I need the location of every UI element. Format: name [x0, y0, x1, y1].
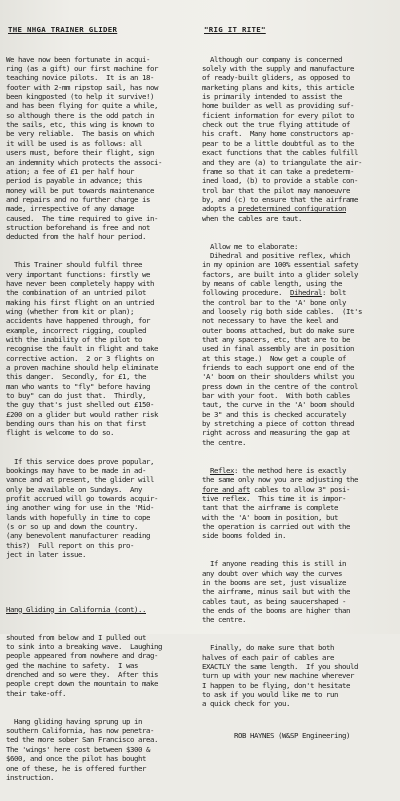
rig-paragraph-3-text: : the method here is exactly the same only now you are adjusting the [202, 465, 358, 485]
rig-paragraph-3 [202, 466, 396, 541]
article-title-rig-it-rite: "RIG IT RITE" [204, 24, 266, 34]
fore-and-aft-term: fore and aft [202, 484, 250, 494]
california-section-heading: Hang Gliding in California (cont).. [6, 604, 146, 614]
trainer-glider-paragraph-1: We have now been fortunate in acqui- ring (as a gift) our first machine for teaching novice pilots. It is an 18- footer with 2-mm ripstop sail, has now been kingposted (to help it survive!) and has been flying for quite a while, so although there is the odd patch in the sails, etc, this wing is known to be very reliable. The basis on which it will be used is as follows: all users must, before their flight, sign an indemnity which protects the associ- ation; a fee of £1 per half hour period is payable in advance; this money will be put towards maintenance and repairs and no further charge is made, irrespective of any damage caused. The time required to give in- struction beforehand is free and not deducted from the half hour period. [6, 54, 162, 242]
article-title-trainer-glider: THE NHGA TRAINER GLIDER [8, 24, 118, 34]
trainer-glider-paragraph-2: This Trainer should fulfil three very important functions: firstly we have never been completely happy with the combination of an untried pilot making his first flight on an untried wing (whether from kit or plan); accidents have happened through, for example, incorrect rigging, coupled with the inability of the pilot to recognise the fault in flight and take corrective action. 2 or 3 flights on a proven machine should help eliminate this danger. Secondly, for £1, the man who wants to "fly" before having to buy" can do just that. Thirdly, the guy that's just shelled out £150- £200 on a glider but would rather risk bending ours than his on that first flight is welcome to do so. [6, 260, 158, 438]
dihedral-term: Dihedral [290, 288, 322, 298]
rig-paragraph-3-rest: cables to allow 3" posi- tive reflex. This time it is impor- tant that the airframe is complete with the 'A' boom in position, but the operation is carried out with the side booms folded in. [202, 484, 350, 541]
rig-paragraph-2 [202, 242, 396, 448]
california-paragraph-2: Hang gliding having sprung up in southern California, has now penetra- ted the more sober San Francisco area. The 'wings' here cost between $300 & $600, and once the pilot has bought one of these, he is offered further instruction. [6, 716, 158, 782]
predetermined-configuration-term: predetermined configuration [238, 204, 346, 214]
section-divider [6, 578, 198, 584]
left-column [6, 6, 198, 801]
reflex-term: Reflex [210, 465, 234, 475]
trainer-glider-paragraph-3: If this service does prove popular, bookings may have to be made in ad- vance and at present, the glider will only be available on Sundays. Any profit accrued will go towards acquir- ing another wing for use in the 'Mid- lands with hopefully in time to cope (s or so up and down the country. (any benevolent manufacturer reading this?) Full report on this pro- ject in later issue. [6, 456, 158, 559]
rig-paragraph-5: Finally, do make sure that both halves of each pair of cables are EXACTLY the same length. If you should turn up with your new machine wherever I happen to be flying, don't hesitate to ask if you would like me to run a quick check for you. [202, 643, 358, 709]
rig-paragraph-1 [202, 55, 396, 223]
rig-paragraph-1-text: Although our company is concerned solely with the supply and manufacture of ready-built gliders, as opposed to marketing plans and kits, this article is primarily intended to assist the home builder as well as providing suf- ficient information for every pilot to check out the true flying attitude of his craft. Many home constructors ap- pear to be a little doubtful as to the exact functions that the cables fulfill and they are (a) to triangulate the air- frame so that it can take a predeterm- ined load, (b) to provide a stable con- trol bar that the pilot may manoeuvre by, and (c) to ensure that the airframe adopts a [202, 54, 362, 214]
rig-paragraph-4: If anyone reading this is still in any doubt over which way the curves in the booms are set, just visualize the airframe, minus sail but with the cables taut, as being saucershaped - the ends of the booms are higher than the centre. [202, 559, 350, 625]
rig-paragraph-2-rest: : bolt the control bar to the 'A' bone only and loosely rig both side cables. (It's not necessary to have the keel and outer booms attached, but do make sure that any spacers, etc, that are to be used in final assembly are in position at this stage.) Now get a couple of friends to each support one end of the 'A' boom on their shoulders whilst you press down in the centre of the control bar with your foot. With both cables taut, the curve in the 'A' boom should be 3" and this is checked accurately by stretching a piece of cotton thread right across and measuring the gap at the centre. [202, 288, 362, 447]
rig-paragraph-2-text: Allow me to elaborate: Dihedral and positive reflex, which in my opinion are 100% essential safety factors, are built into a glider solely by means of cable length, using the following procedure. [202, 241, 358, 298]
right-column [202, 6, 396, 760]
author-signature: ROB HAYNES (W&SP Engineering) [202, 731, 350, 741]
rig-paragraph-1-end: when the cables are taut. [202, 213, 302, 223]
california-paragraph-1: shouted from below and I pulled out to sink into a breaking wave. Laughing people appeared from nowhere and drag- ged the machine to safety. I was drenched and so were they. After this people crept down the mountain to make their take-off. [6, 632, 162, 698]
